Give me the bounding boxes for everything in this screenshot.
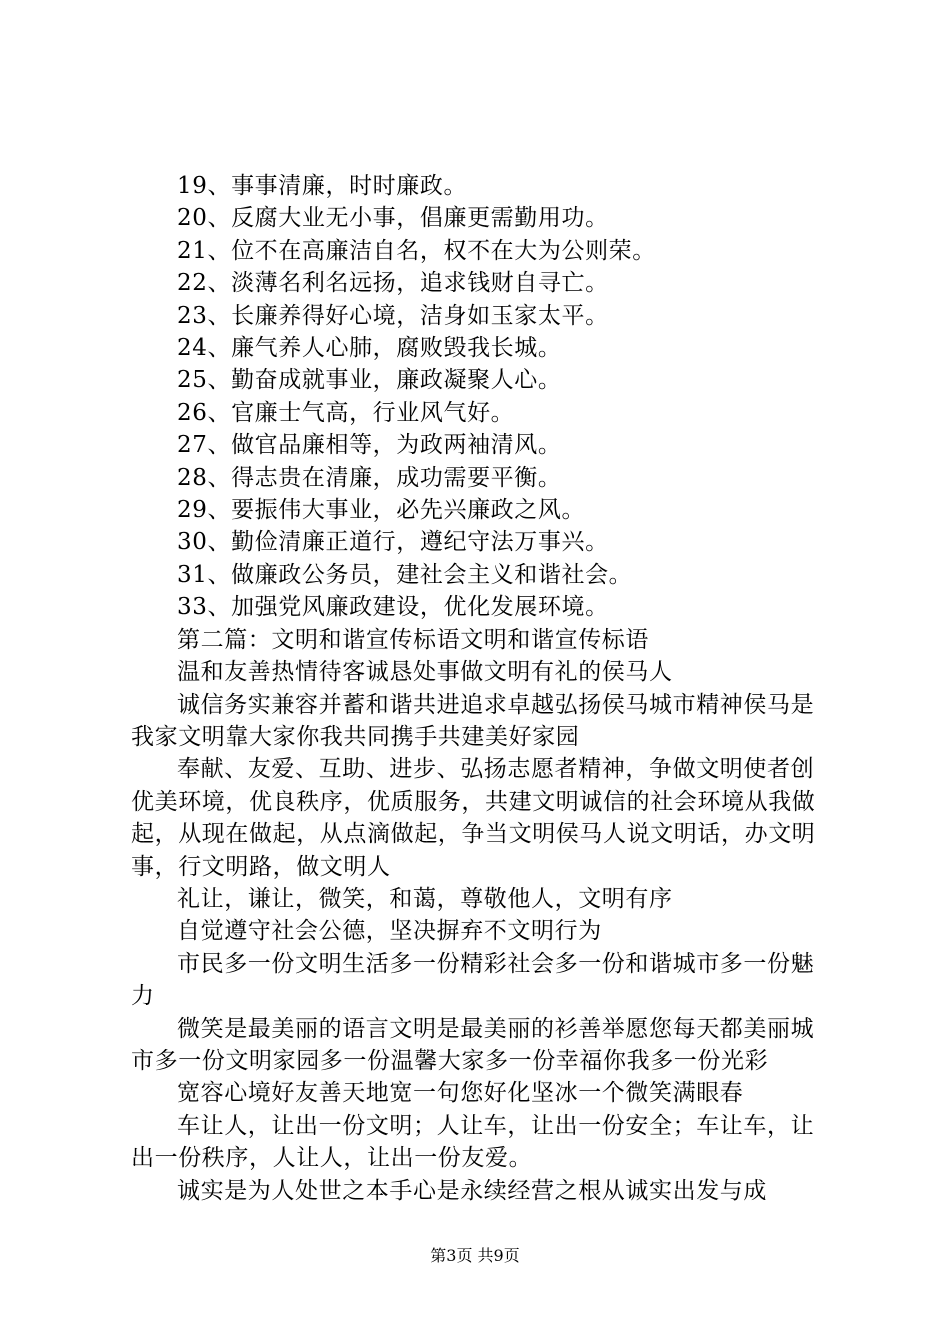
- paragraph: 30、勤俭清廉正道行，遵纪守法万事兴。: [177, 529, 609, 556]
- paragraph: 21、位不在高廉洁自名，权不在大为公则荣。: [177, 237, 656, 264]
- paragraph: 26、官廉士气高，行业风气好。: [177, 399, 515, 426]
- paragraph: 自觉遵守社会公德，坚决摒弃不文明行为: [177, 918, 602, 945]
- paragraph: 27、做官品廉相等，为政两袖清风。: [177, 432, 562, 459]
- paragraph: 31、做廉政公务员，建社会主义和谐社会。: [177, 561, 633, 588]
- paragraph: 诚实是为人处世之本手心是永续经营之根从诚实出发与成: [177, 1177, 767, 1204]
- paragraph: 微笑是最美丽的语言文明是最美丽的衫善举愿您每天都美丽城市多一份文明家园多一份温馨大家多一份幸福你我多一份光彩: [131, 1015, 815, 1074]
- paragraph: 25、勤奋成就事业，廉政凝聚人心。: [177, 367, 562, 394]
- paragraph: 车让人，让出一份文明；人让车，让出一份安全；车让车，让出一份秩序，人让人，让出一份友爱。: [131, 1112, 815, 1172]
- paragraph: 19、事事清廉，时时廉政。: [177, 173, 468, 199]
- document-body: [131, 170, 833, 1207]
- paragraph: 市民多一份文明生活多一份精彩社会多一份和谐城市多一份魅力: [131, 950, 815, 1010]
- paragraph: 宽容心境好友善天地宽一句您好化坚冰一个微笑满眼春: [177, 1080, 744, 1107]
- paragraph: 33、加强党风廉政建设，优化发展环境。: [177, 594, 609, 621]
- page-footer: 第3页 共9页: [430, 1246, 520, 1265]
- paragraph: 20、反腐大业无小事，倡廉更需勤用功。: [177, 205, 609, 232]
- paragraph: 温和友善热情待客诚恳处事做文明有礼的侯马人: [177, 659, 673, 686]
- paragraph: 28、得志贵在清廉，成功需要平衡。: [177, 464, 562, 491]
- paragraph: 诚信务实兼容并蓄和谐共进追求卓越弘扬侯马城市精神侯马是我家文明靠大家你我共同携手共建美好家园: [131, 691, 815, 750]
- paragraph: 24、廉气养人心肺，腐败毁我长城。: [177, 335, 562, 362]
- section-heading: 第二篇：文明和谐宣传标语文明和谐宣传标语: [177, 626, 649, 653]
- paragraph: 奉献、友爱、互助、进步、弘扬志愿者精神，争做文明使者创优美环境，优良秩序，优质服务，共建文明诚信的社会环境从我做起，从现在做起，从点滴做起，争当文明侯马人说文明话，办文明事，行文明路，做文明人: [131, 756, 816, 880]
- paragraph: 29、要振伟大事业，必先兴廉政之风。: [177, 497, 586, 524]
- paragraph: 22、淡薄名利名远扬，追求钱财自寻亡。: [177, 270, 609, 297]
- paragraph: 礼让，谦让，微笑，和蔼，尊敬他人，文明有序: [177, 885, 673, 912]
- paragraph: 23、长廉养得好心境，洁身如玉家太平。: [177, 302, 609, 329]
